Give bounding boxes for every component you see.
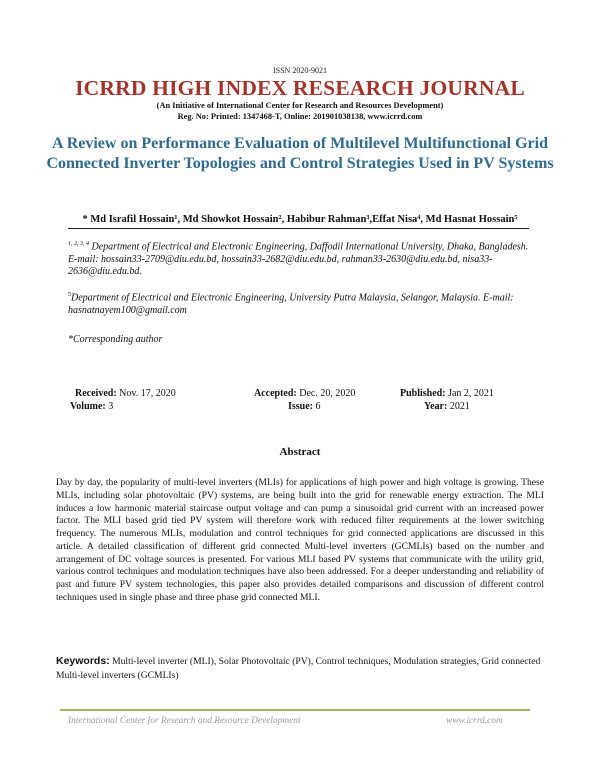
keywords-label: Keywords: [56,655,110,667]
footer-website-link[interactable]: www.icrrd.com [446,716,503,726]
issue: Issue: 6 [288,401,321,412]
author-list: * Md Israfil Hossain¹, Md Showkot Hossain², Habibur Rahman³,Effat Nisa⁴, Md Hasnat Hossain⁵ [82,214,518,225]
abstract-heading: Abstract [279,446,321,458]
paper-title: A Review on Performance Evaluation of Multilevel Multifunctional Grid Connected Inverter Topologies and Control Strategies Used in PV Systems [46,135,554,172]
footer-organization: International Center for Research and Resource Development [68,716,301,726]
registration-info: Reg. No: Printed: 1347468-T, Online: 201901038138, www.icrrd.com [177,112,423,121]
journal-title: ICRRD HIGH INDEX RESEARCH JOURNAL [75,76,525,100]
author-underline [68,228,529,229]
keywords [56,655,544,682]
footer-rule [60,709,530,711]
corresponding-author-note: *Corresponding author [68,334,163,345]
journal-initiative: (An Initiative of International Center for Research and Resources Development) [156,101,444,110]
affiliation-1 [68,238,538,279]
volume: Volume: 3 [70,401,114,412]
affiliation-1-sup: 1, 2, 3, 4 [68,241,89,247]
published-date: Published: Jan 2, 2021 [400,388,494,399]
received-date: Received: Nov. 17, 2020 [75,388,176,399]
affiliation-2 [68,289,538,317]
year: Year: 2021 [424,401,470,412]
accepted-date: Accepted: Dec. 20, 2020 [254,388,356,399]
issn: ISSN 2020-9021 [272,66,327,75]
affiliation-2-sup: 5 [68,292,71,298]
affiliation-1-text: Department of Electrical and Electronic Engineering, Daffodil International University, Dhaka, Bangladesh. E-mail: hossain33-2709@diu.edu.bd, hossain33-2682@diu.edu.bd, rahman33-2630@diu.edu.bd, nisa33-2636@diu.edu.bd. [68,241,529,278]
affiliation-2-text: Department of Electrical and Electronic Engineering, University Putra Malaysia, Selangor, Malaysia. E-mail: hasnatnayem100@gmail.com [68,292,514,316]
abstract-text: Day by day, the popularity of multi-level inverters (MLIs) for applications of high power and high voltage is growing. These MLIs, including solar photovoltaic (PV) systems, are being built into the grid for renewable energy extraction. The MLI induces a low harmonic material staircase output voltage and can pump a sinusoidal grid current with an increased power factor. The MLI based grid tied PV system will therefore work with reduced filter requirements at the lower switching frequency. The numerous MLIs, modulation and control techniques for grid connected applications are discussed in this article. A detailed classification of different grid connected Multi-level inverters (GCMLIs) based on the number and arrangement of DC voltage sources is presented. For various MLI based PV systems that communicate with the utility grid, various control techniques and modulation techniques have also been addressed. For a deeper understanding and reliability of past and future PV system technologies, this paper also provides detailed comparisons and discussion of different control techniques used in single phase and three phase grid connected MLI. [56,477,544,603]
keywords-text: Multi-level inverter (MLI), Solar Photovoltaic (PV), Control techniques, Modulation strategies, Grid connected Multi-level inverters (GCMLIs) [56,656,541,681]
